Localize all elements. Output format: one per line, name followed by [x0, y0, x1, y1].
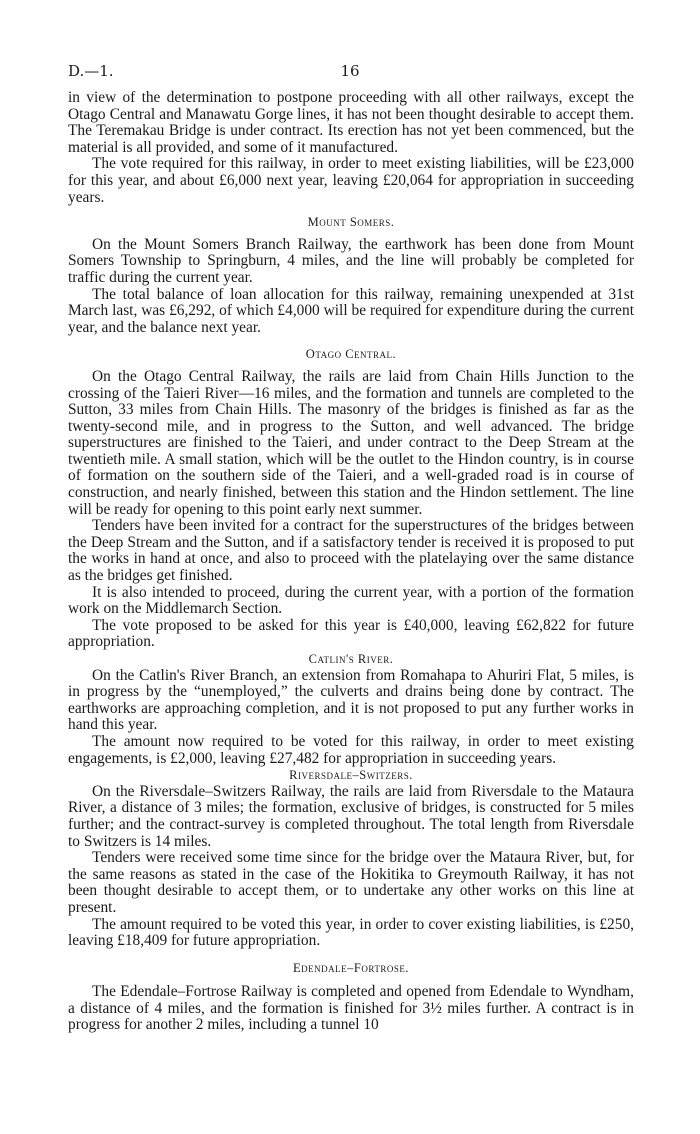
paragraph: in view of the determination to postpone proceeding with all other railways, except the Otago Central and Manawatu Gorge lines, it has not been thought desirable to accept them. The Teremakau Bridge is under contract. Its erection has not yet been commenced, but the material is all provided, and some of it manufactured.	[68, 89, 634, 156]
paragraph: On the Mount Somers Branch Railway, the earthwork has been done from Mount Somers Township to Springburn, 4 miles, and the line will probably be completed for traffic during the current year.	[68, 235, 634, 286]
section-heading-riversdale-switzers: Riversdale–Switzers.	[289, 768, 413, 783]
section-heading-catlins-river: Catlin's River.	[308, 652, 394, 666]
paragraph: The vote proposed to be asked for this year is £40,000, leaving £62,822 for future appropriation.	[68, 616, 634, 651]
paragraph: On the Otago Central Railway, the rails are laid from Chain Hills Junction to the crossing of the Taieri River—16 miles, and the formation and tunnels are completed to the Sutton, 33 miles from Chain Hills. The masonry of the bridges is finished as far as the twenty-second mile, and in progress to the Sutton, and well advanced. The bridge superstructures are finished to the Taieri, and under contract to the Deep Stream at the twentieth mile. A small station, which will be the outlet to the Hindon country, is in course of formation on the southern side of the Taieri, and a well-graded road is in course of construction, and nearly finished, between this station and the Hindon settlement. The line will be ready for opening to this point early next summer.	[68, 367, 634, 518]
paragraph: On the Catlin's River Branch, an extension from Romahapa to Ahuriri Flat, 5 miles, is in progress by the “unemployed,” the culverts and drains being done by contract. The earthworks are approaching completion, and it is not proposed to put any further works in hand this year.	[68, 666, 634, 734]
paragraph: Tenders have been invited for a contract for the superstructures of the bridges between the Deep Stream and the Sutton, and if a satisfactory tender is received it is proposed to put the works in hand at once, and also to proceed with the platelaying over the same distance as the bridges get finished.	[68, 517, 634, 585]
page-number: 16	[340, 62, 360, 80]
page-body	[68, 90, 634, 1034]
paragraph: On the Riversdale–Switzers Railway, the rails are laid from Riversdale to the Mataura River, a distance of 3 miles; the formation, exclusive of bridges, is constructed for 5 miles further; and the contract-survey is completed throughout. The total length from Riversdale to Switzers is 14 miles.	[68, 782, 634, 850]
paragraph: Tenders were received some time since for the bridge over the Mataura River, but, for the same reasons as stated in the case of the Hokitika to Greymouth Railway, it has not been thought desirable to accept them, or to undertake any other works on this line at present.	[68, 849, 634, 916]
section-heading-edendale-fortrose: Edendale–Fortrose.	[293, 960, 409, 975]
paragraph: The vote required for this railway, in order to meet existing liabilities, will be £23,000 for this year, and about £6,000 next year, leaving £20,064 for appropriation in succeeding years.	[68, 155, 634, 206]
paragraph: The Edendale–Fortrose Railway is completed and opened from Edendale to Wyndham, a distance of 4 miles, and the formation is finished for 3½ miles further. A contract is in progress for another 2 miles, including a tunnel 10	[68, 983, 634, 1034]
page-header	[68, 62, 632, 84]
paragraph: It is also intended to proceed, during the current year, with a portion of the formation work on the Middlemarch Section.	[68, 583, 634, 618]
section-heading-otago-central: Otago Central.	[305, 347, 397, 362]
section-heading-mount-somers: Mount Somers.	[307, 215, 395, 230]
paragraph: The amount now required to be voted for this railway, in order to meet existing engagements, is £2,000, leaving £27,482 for appropriation in succeeding years.	[68, 732, 634, 767]
paragraph: The total balance of loan allocation for this railway, remaining unexpended at 31st March last, was £6,292, of which £4,000 will be required for expenditure during the current year, and the balance next year.	[68, 285, 634, 336]
document-reference: D.—1.	[68, 62, 114, 80]
paragraph: The amount required to be voted this year, in order to cover existing liabilities, is £250, leaving £18,409 for future appropriation.	[68, 915, 634, 950]
